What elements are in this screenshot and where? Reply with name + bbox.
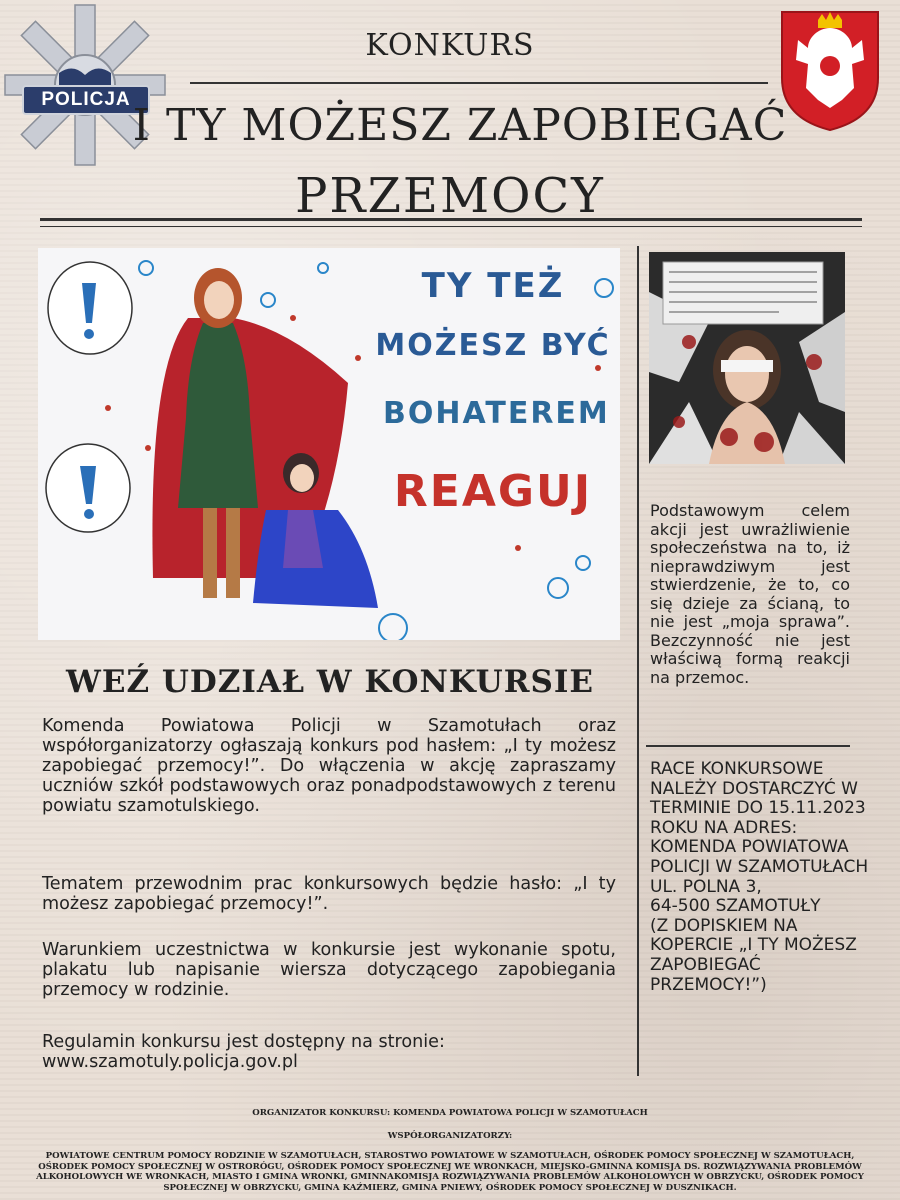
poster-slogan-line-4: REAGUJ bbox=[393, 466, 593, 517]
campaign-goal-text: Podstawowym celem akcji jest uwrażliwienie społeczeństwa na to, iż nieprawdziwym jest stwierdzenie, że to, co się dzieje za ścianą, to nie jest „moja sprawa”. Bezczynność nie jest właściwą formą reakcji na przemoc. bbox=[650, 501, 850, 687]
top-divider bbox=[190, 82, 768, 84]
body-paragraph-1: Komenda Powiatowa Policji w Szamotułach oraz współorganizatorzy ogłaszają konkurs pod hasłem: „I ty możesz zapobiegać przemocy!”. Do włączenia w akcję zapraszamy uczniów szkół podstawowych oraz ponadpodstawowych z terenu powiatu szamotulskiego. bbox=[42, 716, 616, 816]
footer-coorganizers-list: POWIATOWE CENTRUM POMOCY RODZINIE W SZAMOTUŁACH, STAROSTWO POWIATOWE W SZAMOTUŁACH, OŚRODEK POMOCY SPOŁECZNEJ W SZAMOTUŁACH, OŚRODEK POMOCY SPOŁECZNEJ W OSTRORÓGU, OŚRODEK POMOCY SPOŁECZNEJ WE WRONKACH, MIEJSKO-GMINNA KOMISJA DS. ROZWIĄZYWANIA PROBLEMÓW ALKOHOLOWYCH WE WRONKACH, MIASTO I GMINA WRONKI, GMINNAKOMISJA ROZWIĄZYWANIA PROBLEMÓW ALKOHOLOWYCH W OBRZYCKU, OŚRODEK POMOCY SPOŁECZNEJ W OBRZYCKU, GMINA KAŹMIERZ, GMINA PNIEWY, OŚRODEK POMOCY SPOŁECZNEJ W DUSZNIKACH. bbox=[36, 1151, 864, 1193]
side-illustration bbox=[649, 252, 845, 464]
poster-slogan-line-1: TY TEŻ bbox=[421, 266, 565, 306]
body-paragraph-3: Warunkiem uczestnictwa w konkursie jest wykonanie spotu, plakatu lub napisanie wiersza dotyczącego zapobiegania przemocy w rodzinie. bbox=[42, 940, 616, 1000]
body-paragraph-regulations: Regulamin konkursu jest dostępny na stronie: www.szamotuly.policja.gov.pl bbox=[42, 1032, 445, 1072]
police-label: POLICJA bbox=[22, 85, 150, 115]
header-rule-thick bbox=[40, 218, 862, 221]
poster-illustration bbox=[38, 248, 620, 640]
poster-slogan-line-2: MOŻESZ BYĆ bbox=[375, 328, 611, 363]
section-title: WEŹ UDZIAŁ W KONKURSIE bbox=[66, 664, 594, 700]
header-rule-thin bbox=[40, 226, 862, 227]
sidebar-divider bbox=[646, 745, 850, 747]
body-paragraph-2: Tematem przewodnim prac konkursowych będzie hasło: „I ty możesz zapobiegać przemocy!”. bbox=[42, 874, 616, 914]
footer-coorganizers-label: WSPÓŁORGANIZATORZY: bbox=[387, 1131, 513, 1141]
submission-address: RACE KONKURSOWE NALEŻY DOSTARCZYĆ W TERMINIE DO 15.11.2023 ROKU NA ADRES: KOMENDA POWIATOWA POLICJI W SZAMOTUŁACH UL. POLNA 3, 64-500 SZAMOTUŁY (Z DOPISKIEM NA KOPERCIE „I TY MOŻESZ ZAPOBIEGAĆ PRZEMOCY!”) bbox=[650, 759, 869, 995]
contest-kicker: KONKURS bbox=[365, 28, 535, 63]
poster-artwork bbox=[38, 248, 620, 640]
footer-organizer: ORGANIZATOR KONKURSU: KOMENDA POWIATOWA POLICJI W SZAMOTUŁACH bbox=[252, 1108, 648, 1118]
poster-slogan-line-3: BOHATEREM bbox=[383, 396, 610, 431]
column-divider bbox=[637, 246, 639, 1076]
page-title-line-1: I TY MOŻESZ ZAPOBIEGAĆ bbox=[132, 100, 788, 151]
page-title-line-2: PRZEMOCY bbox=[295, 168, 605, 224]
side-artwork bbox=[649, 252, 845, 464]
